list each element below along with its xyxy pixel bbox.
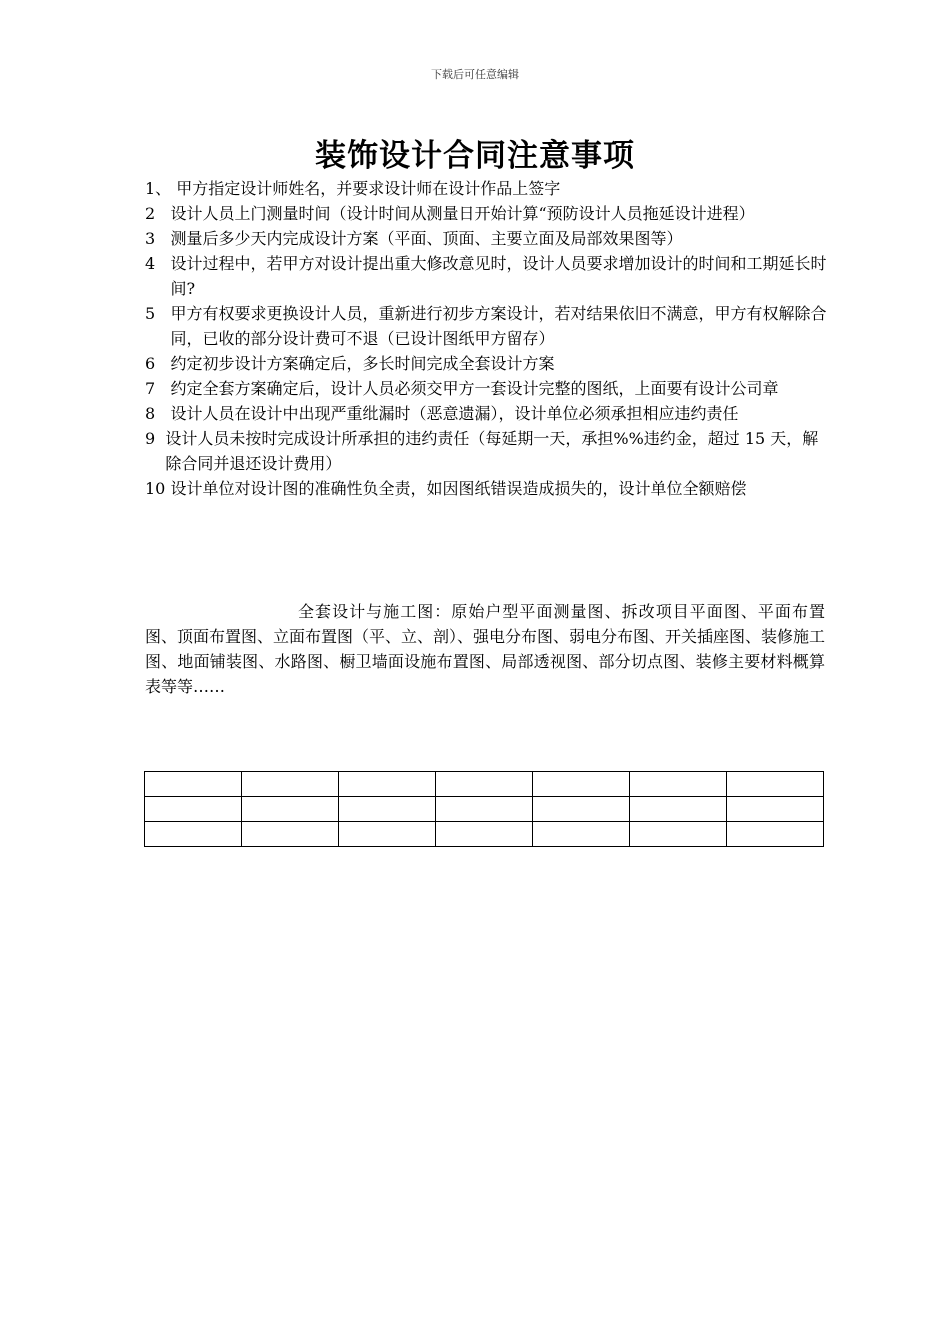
table-cell — [436, 797, 533, 822]
page-header: 下载后可任意编辑 — [431, 68, 519, 81]
item-text: 设计单位对设计图的准确性负全责，如因图纸错误造成损失的，设计单位全额赔偿 — [170, 479, 747, 498]
item-number: 5 — [145, 304, 171, 323]
item-text: 设计人员未按时完成设计所承担的违约责任（每延期一天，承担%%违约金，超过 15 天，解除合同并退还设计费用） — [165, 429, 819, 473]
table-cell — [533, 822, 630, 847]
table-cell — [339, 797, 436, 822]
list-item — [145, 201, 830, 226]
item-text: 约定初步设计方案确定后，多长时间完成全套设计方案 — [170, 354, 555, 373]
item-number: 8 — [145, 404, 171, 423]
list-item — [145, 176, 830, 201]
table-cell — [436, 822, 533, 847]
table-row — [145, 772, 824, 797]
table-cell — [339, 822, 436, 847]
list-item — [145, 301, 830, 351]
drawings-paragraph: 全套设计与施工图：原始户型平面测量图、拆改项目平面图、平面布置图、顶面布置图、立面布置图（平、立、剖）、强电分布图、弱电分布图、开关插座图、装修施工图、地面铺装图、水路图、橱卫墙面设施布置图、局部透视图、部分切点图、装修主要材料概算表等等…… — [145, 602, 826, 696]
table-cell — [242, 797, 339, 822]
list-item — [145, 426, 830, 476]
table-cell — [145, 772, 242, 797]
document-title: 装饰设计合同注意事项 — [315, 138, 635, 174]
item-number: 9 — [145, 429, 166, 448]
table-row — [145, 797, 824, 822]
item-text: 约定全套方案确定后，设计人员必须交甲方一套设计完整的图纸，上面要有设计公司章 — [170, 379, 779, 398]
table-cell — [145, 797, 242, 822]
item-number: 4 — [145, 254, 171, 273]
table-cell — [727, 797, 824, 822]
table-cell — [242, 772, 339, 797]
table-cell — [727, 822, 824, 847]
list-item — [145, 251, 830, 301]
table-cell — [533, 772, 630, 797]
item-number: 2 — [145, 204, 171, 223]
item-number: 1、 — [145, 179, 177, 198]
list-item — [145, 476, 830, 501]
list-item — [145, 401, 830, 426]
item-number: 7 — [145, 379, 171, 398]
list-item — [145, 376, 830, 401]
notes-list — [145, 176, 830, 501]
item-text: 设计过程中，若甲方对设计提出重大修改意见时，设计人员要求增加设计的时间和工期延长时间? — [170, 254, 827, 298]
list-item — [145, 351, 830, 376]
item-text: 甲方有权要求更换设计人员，重新进行初步方案设计，若对结果依旧不满意，甲方有权解除合同，已收的部分设计费可不退（已设计图纸甲方留存） — [170, 304, 827, 348]
list-item — [145, 226, 830, 251]
table-cell — [630, 822, 727, 847]
table-cell — [436, 772, 533, 797]
item-number: 3 — [145, 229, 171, 248]
item-text: 设计人员上门测量时间（设计时间从测量日开始计算“预防设计人员拖延设计进程） — [170, 204, 755, 223]
table-row — [145, 822, 824, 847]
table-cell — [242, 822, 339, 847]
item-text: 甲方指定设计师姓名，并要求设计师在设计作品上签字 — [176, 179, 561, 198]
table-cell — [630, 772, 727, 797]
table-cell — [145, 822, 242, 847]
table-cell — [339, 772, 436, 797]
item-text: 设计人员在设计中出现严重纰漏时（恶意遗漏），设计单位必须承担相应违约责任 — [170, 404, 739, 423]
item-number: 10 — [145, 479, 171, 498]
table-cell — [727, 772, 824, 797]
item-text: 测量后多少天内完成设计方案（平面、顶面、主要立面及局部效果图等） — [170, 229, 683, 248]
table-cell — [630, 797, 727, 822]
item-number: 6 — [145, 354, 171, 373]
blank-table — [144, 771, 824, 847]
table-cell — [533, 797, 630, 822]
